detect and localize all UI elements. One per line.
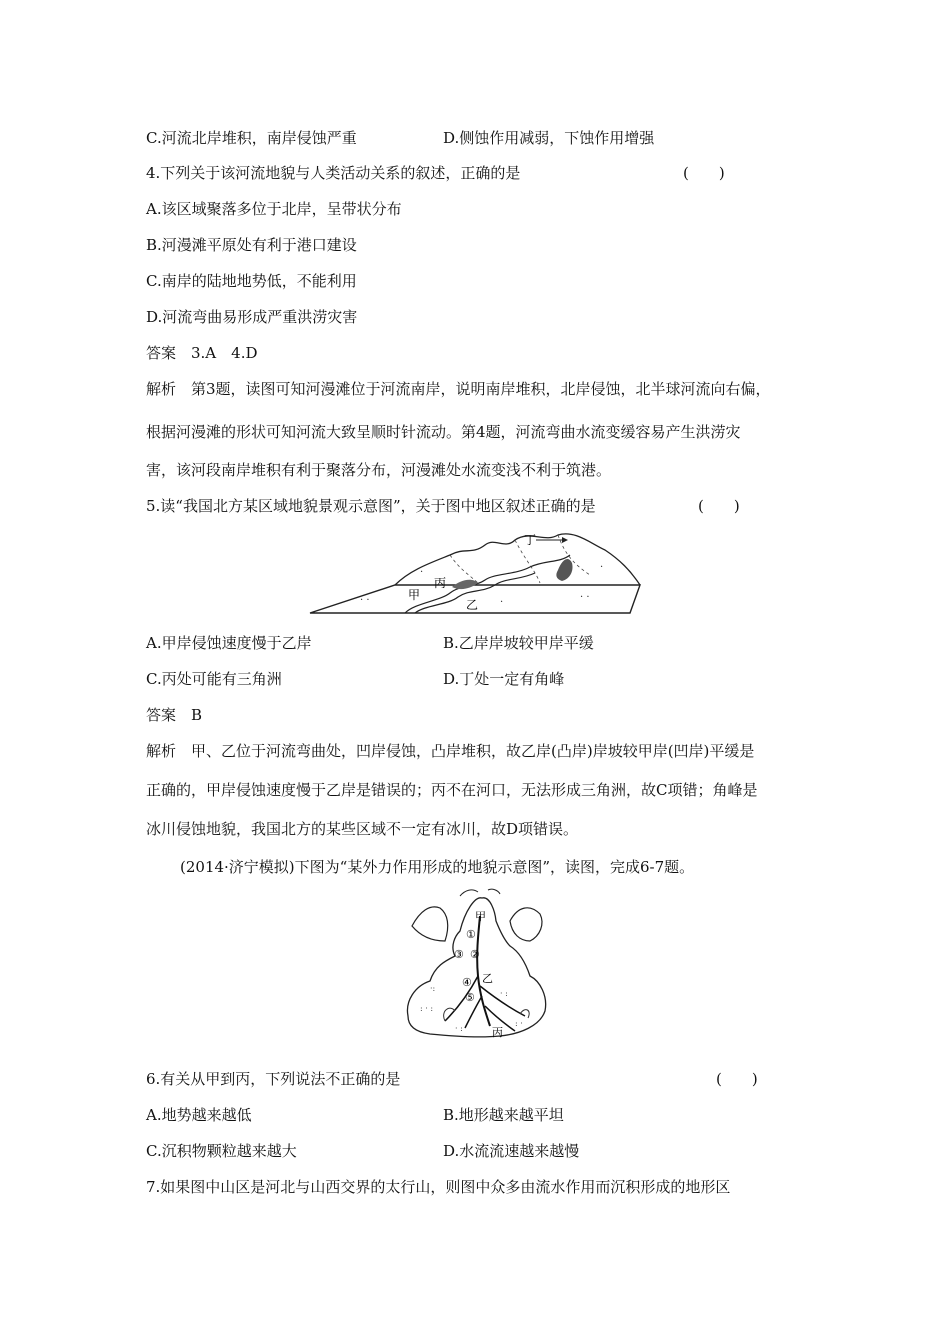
landform-block-diagram bbox=[300, 525, 650, 620]
intro-6-7: (2014·济宁模拟)下图为“某外力作用形成的地貌示意图”，读图，完成6-7题。 bbox=[180, 858, 695, 876]
svg-text:·: · bbox=[420, 567, 424, 578]
answer-5: 答案 B bbox=[146, 706, 203, 724]
answer-3-4: 答案 3.A 4.D bbox=[146, 344, 258, 362]
label-jia: 甲 bbox=[408, 588, 421, 602]
q4-option-a: A.该区域聚落多位于北岸，呈带状分布 bbox=[146, 200, 402, 218]
analysis-5-line-3: 冰川侵蚀地貌，我国北方的某些区域不一定有冰川，故D项错误。 bbox=[146, 820, 579, 838]
q6-option-b: B.地形越来越平坦 bbox=[443, 1106, 564, 1124]
svg-text:: · :: : · : bbox=[420, 1004, 434, 1013]
analysis-3-4-line-3: 害，该河段南岸堆积有利于聚落分布，河漫滩处水流变浅不利于筑港。 bbox=[146, 461, 612, 479]
q3-option-d: D.侧蚀作用减弱，下蚀作用增强 bbox=[443, 129, 655, 147]
svg-text:·: · bbox=[600, 562, 604, 573]
alluvial-fan-diagram bbox=[400, 886, 550, 1046]
svg-text:· :: · : bbox=[500, 989, 508, 998]
q5-option-b: B.乙岸岸坡较甲岸平缓 bbox=[443, 634, 594, 652]
q6-answer-paren: ( ) bbox=[716, 1070, 758, 1088]
svg-text:· :: · : bbox=[455, 1024, 463, 1033]
svg-text:: ·: : · bbox=[515, 1019, 523, 1028]
analysis-5-line-2: 正确的，甲岸侵蚀速度慢于乙岸是错误的；丙不在河口，无法形成三角洲，故C项错；角峰是 bbox=[146, 781, 758, 799]
label-bing: 丙 bbox=[434, 576, 447, 590]
q6-option-c: C.沉积物颗粒越来越大 bbox=[146, 1142, 297, 1160]
svg-text:· ·: · · bbox=[360, 595, 370, 606]
q4-option-d: D.河流弯曲易形成严重洪涝灾害 bbox=[146, 308, 358, 326]
analysis-5-line-1: 解析 甲、乙位于河流弯曲处，凹岸侵蚀，凸岸堆积，故乙岸(凸岸)岸坡较甲岸(凹岸)平缓是 bbox=[146, 742, 755, 760]
q5-option-c: C.丙处可能有三角洲 bbox=[146, 670, 282, 688]
q3-option-c: C.河流北岸堆积，南岸侵蚀严重 bbox=[146, 129, 357, 147]
fig2-label-jia: 甲 bbox=[475, 910, 486, 923]
fig2-label-3: ③ bbox=[454, 948, 464, 961]
fig2-label-yi: 乙 bbox=[482, 972, 493, 985]
fig2-label-4: ④ bbox=[462, 976, 472, 989]
fig2-label-1: ① bbox=[466, 928, 476, 941]
fig2-label-2: ② bbox=[470, 948, 480, 961]
svg-text:·:: ·: bbox=[430, 984, 436, 993]
q5-option-d: D.丁处一定有角峰 bbox=[443, 670, 565, 688]
q5-answer-paren: ( ) bbox=[698, 497, 740, 515]
q6-option-d: D.水流流速越来越慢 bbox=[443, 1142, 580, 1160]
q7-stem: 7.如果图中山区是河北与山西交界的太行山，则图中众多由流水作用而沉积形成的地形区 bbox=[146, 1178, 731, 1196]
label-yi: 乙 bbox=[466, 598, 479, 612]
fig2-label-5: ⑤ bbox=[465, 991, 475, 1004]
q6-option-a: A.地势越来越低 bbox=[146, 1106, 252, 1124]
svg-text:· ·: · · bbox=[580, 592, 590, 603]
analysis-3-4-line-2: 根据河漫滩的形状可知河流大致呈顺时针流动。第4题，河流弯曲水流变缓容易产生洪涝灾 bbox=[146, 423, 741, 441]
q5-option-a: A.甲岸侵蚀速度慢于乙岸 bbox=[146, 634, 312, 652]
q4-option-c: C.南岸的陆地地势低，不能利用 bbox=[146, 272, 357, 290]
svg-text:·: · bbox=[500, 597, 504, 608]
fig2-label-bing: 丙 bbox=[492, 1026, 503, 1039]
q5-stem: 5.读“我国北方某区域地貌景观示意图”，关于图中地区叙述正确的是 bbox=[146, 497, 596, 515]
q4-answer-paren: ( ) bbox=[683, 164, 725, 182]
label-ding: 丁 bbox=[524, 533, 537, 547]
q6-stem: 6.有关从甲到丙，下列说法不正确的是 bbox=[146, 1070, 401, 1088]
analysis-3-4-line-1: 解析 第3题，读图可知河漫滩位于河流南岸，说明南岸堆积，北岸侵蚀，北半球河流向右偏， bbox=[146, 380, 771, 398]
q4-stem: 4.下列关于该河流地貌与人类活动关系的叙述，正确的是 bbox=[146, 164, 521, 182]
q4-option-b: B.河漫滩平原处有利于港口建设 bbox=[146, 236, 357, 254]
